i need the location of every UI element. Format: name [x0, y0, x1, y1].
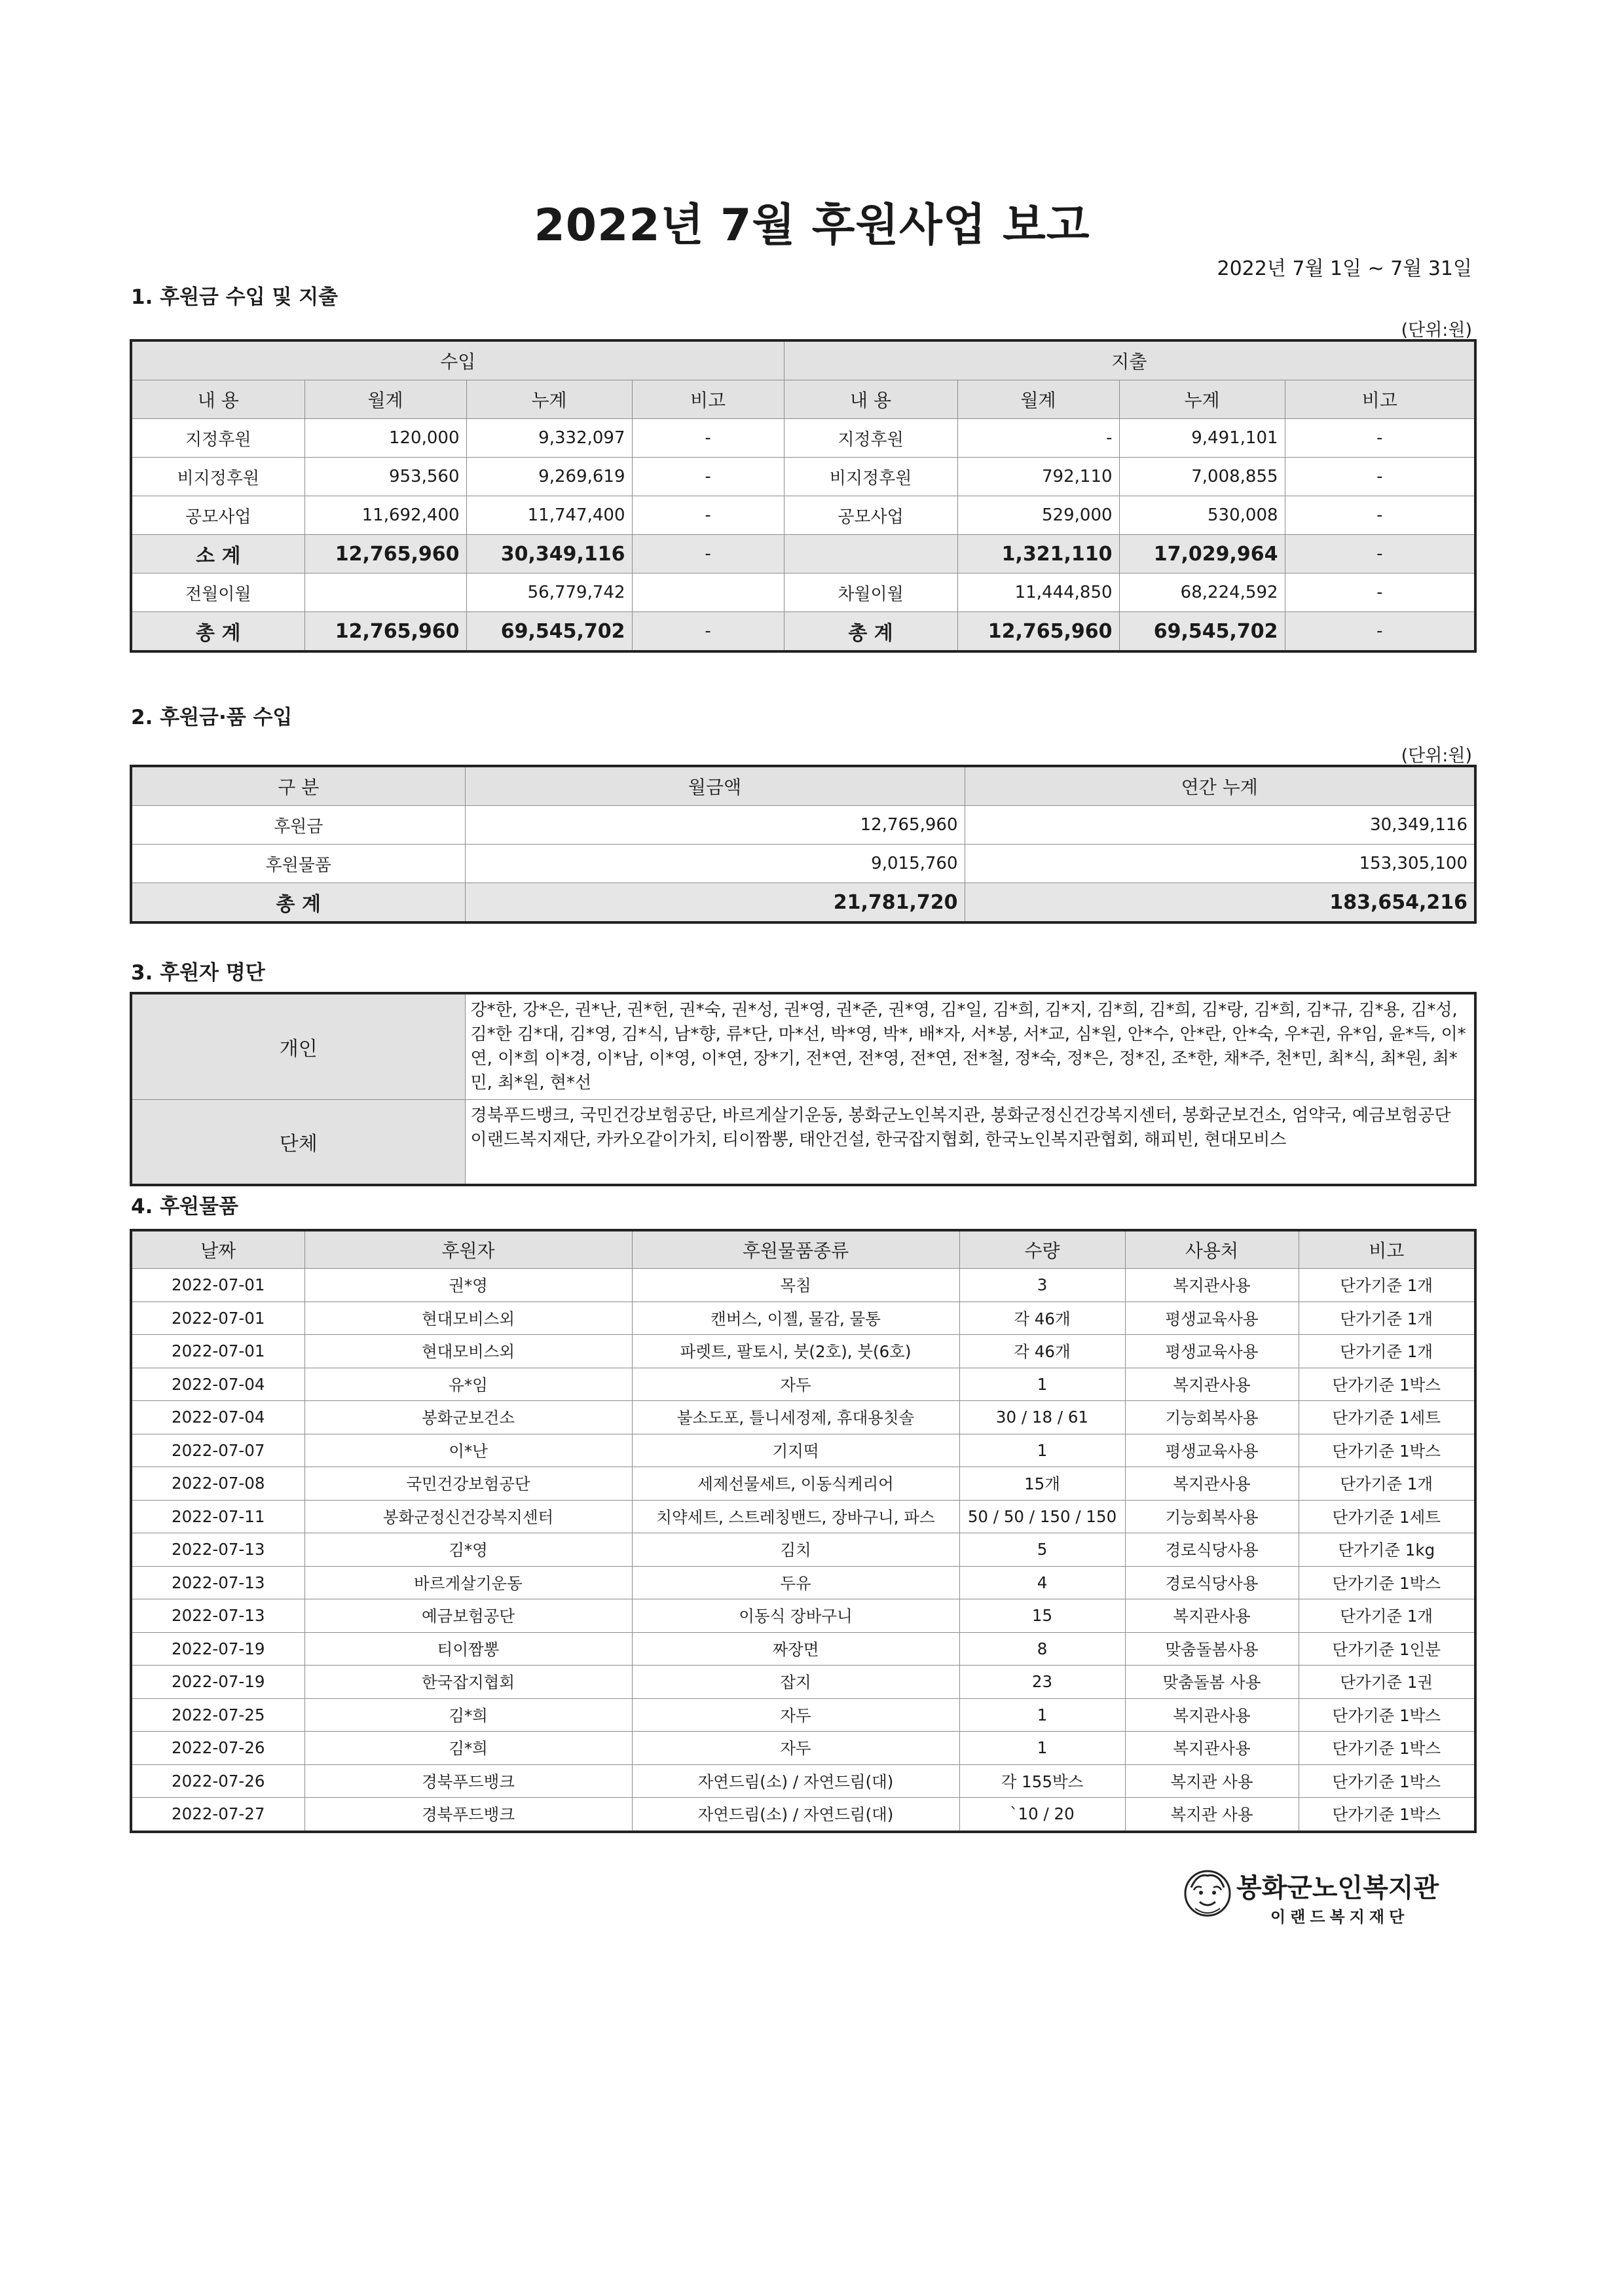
column-header: 구 분: [131, 766, 465, 806]
table-cell: 지정후원: [784, 419, 957, 458]
table-header-row: [131, 1230, 1475, 1269]
table-cell: 1: [959, 1434, 1125, 1467]
table-cell: 경로식당사용: [1125, 1533, 1299, 1567]
table-cell: 2022-07-26: [131, 1732, 304, 1765]
table-row: [131, 1732, 1475, 1765]
table-row: [131, 496, 1475, 535]
table-cell: 2022-07-19: [131, 1632, 304, 1666]
table-cell: 캔버스, 이젤, 물감, 물통: [632, 1302, 959, 1335]
column-header: 내 용: [131, 380, 304, 419]
table-cell: 1,321,110: [957, 535, 1119, 574]
table-cell: -: [632, 496, 784, 535]
table-cell: 9,491,101: [1119, 419, 1285, 458]
donated-goods-table: [130, 1229, 1477, 1833]
table-cell: [304, 574, 466, 612]
table-cell: 1: [959, 1698, 1125, 1732]
table-cell: 15: [959, 1599, 1125, 1633]
table-cell: 2022-07-19: [131, 1666, 304, 1699]
table-cell: 단가기준 1박스: [1299, 1732, 1475, 1765]
table-cell: 2022-07-25: [131, 1698, 304, 1732]
table-cell: 2022-07-01: [131, 1335, 304, 1368]
table-cell: 파렛트, 팔토시, 붓(2호), 붓(6호): [632, 1335, 959, 1368]
table-cell: 비지정후원: [131, 458, 304, 496]
table-cell: 단가기준 1개: [1299, 1269, 1475, 1302]
table-cell: 김*희: [304, 1698, 632, 1732]
column-header: 누계: [1119, 380, 1285, 419]
table-cell: 경로식당사용: [1125, 1566, 1299, 1599]
table-cell: 15개: [959, 1467, 1125, 1501]
table-cell: 2022-07-04: [131, 1368, 304, 1401]
table-cell: 단가기준 1kg: [1299, 1533, 1475, 1567]
table-cell: 후원물품: [131, 845, 465, 883]
table-cell: 각 155박스: [959, 1764, 1125, 1798]
page-title: 2022년 7월 후원사업 보고: [534, 200, 1090, 251]
table-cell: -: [1285, 574, 1475, 612]
table-cell: -: [632, 535, 784, 574]
column-header: 사용처: [1125, 1230, 1299, 1269]
table-cell: 김*희: [304, 1732, 632, 1765]
table-cell: 56,779,742: [466, 574, 632, 612]
table-header-row: [131, 380, 1475, 419]
table-cell: 1: [959, 1368, 1125, 1401]
income-expense-table: [130, 339, 1477, 653]
table-cell: 9,269,619: [466, 458, 632, 496]
table-cell: 2022-07-07: [131, 1434, 304, 1467]
table-header-row: [131, 766, 1475, 806]
table-cell: 953,560: [304, 458, 466, 496]
table-cell: 자두: [632, 1368, 959, 1401]
table-cell: 짜장면: [632, 1632, 959, 1666]
column-header: 월금액: [465, 766, 965, 806]
table-row: [131, 845, 1475, 883]
individual-label: 개인: [131, 993, 465, 1100]
table-cell: 김치: [632, 1533, 959, 1567]
elderly-face-emblem-icon: [1182, 1868, 1233, 1919]
table-cell: 50 / 50 / 150 / 150: [959, 1500, 1125, 1533]
table-cell: 공모사업: [784, 496, 957, 535]
table-cell: -: [1285, 458, 1475, 496]
table-cell: 복지관 사용: [1125, 1798, 1299, 1832]
table-cell: 복지관사용: [1125, 1732, 1299, 1765]
table-cell: 복지관 사용: [1125, 1764, 1299, 1798]
table-cell: 12,765,960: [957, 612, 1119, 652]
table-cell: 2022-07-13: [131, 1533, 304, 1567]
table-row: [131, 612, 1475, 652]
table-cell: 차월이월: [784, 574, 957, 612]
table-cell: 전월이월: [131, 574, 304, 612]
table-cell: 복지관사용: [1125, 1269, 1299, 1302]
column-header: 월계: [957, 380, 1119, 419]
donor-list-table: [130, 992, 1477, 1186]
table-cell: 치약세트, 스트레칭밴드, 장바구니, 파스: [632, 1500, 959, 1533]
table-cell: 경북푸드뱅크: [304, 1764, 632, 1798]
table-cell: 5: [959, 1533, 1125, 1567]
table-row: [131, 1269, 1475, 1302]
table-cell: 단가기준 1개: [1299, 1467, 1475, 1501]
table-row: [131, 883, 1475, 923]
table-cell: 69,545,702: [466, 612, 632, 652]
table-cell: 7,008,855: [1119, 458, 1285, 496]
table-cell: -: [632, 419, 784, 458]
table-cell: 4: [959, 1566, 1125, 1599]
table-cell: 2022-07-04: [131, 1401, 304, 1434]
table-cell: 2022-07-08: [131, 1467, 304, 1501]
table-cell: 21,781,720: [465, 883, 965, 923]
table-cell: 단가기준 1박스: [1299, 1764, 1475, 1798]
table-row: [131, 574, 1475, 612]
table-cell: 12,765,960: [465, 806, 965, 845]
section4-heading: 4. 후원물품: [131, 1195, 238, 1218]
table-cell: 단가기준 1박스: [1299, 1368, 1475, 1401]
table-cell: -: [632, 458, 784, 496]
table-cell: -: [1285, 612, 1475, 652]
column-header: 후원물품종류: [632, 1230, 959, 1269]
table-cell: 맞춤돌봄사용: [1125, 1632, 1299, 1666]
table-cell: 68,224,592: [1119, 574, 1285, 612]
table-cell: 11,692,400: [304, 496, 466, 535]
table-cell: 한국잡지협회: [304, 1666, 632, 1699]
column-header: 비고: [1299, 1230, 1475, 1269]
table-cell: 복지관사용: [1125, 1467, 1299, 1501]
table-row: [131, 1764, 1475, 1798]
table-row: [131, 1666, 1475, 1699]
table-row: [131, 1698, 1475, 1732]
table-cell: 바르게살기운동: [304, 1566, 632, 1599]
table-cell: 153,305,100: [965, 845, 1475, 883]
table-cell: 530,008: [1119, 496, 1285, 535]
table-cell: 공모사업: [131, 496, 304, 535]
group-donor-names: 경북푸드뱅크, 국민건강보험공단, 바르게살기운동, 봉화군노인복지관, 봉화군정신건강복지센터, 봉화군보건소, 엄약국, 예금보험공단 이랜드복지재단, 카카오같이가치, 티이짬뽕, 태안건설, 한국잡지협회, 한국노인복지관협회, 해피빈, 현대모비스: [465, 1100, 1475, 1185]
table-cell: 국민건강보험공단: [304, 1467, 632, 1501]
table-cell: 총 계: [131, 612, 304, 652]
table-row: [131, 1401, 1475, 1434]
table-row: [131, 1467, 1475, 1501]
column-header: 수량: [959, 1230, 1125, 1269]
table-cell: 총 계: [784, 612, 957, 652]
table-cell: 경북푸드뱅크: [304, 1798, 632, 1832]
table-cell: 30 / 18 / 61: [959, 1401, 1125, 1434]
section3-heading: 3. 후원자 명단: [131, 961, 265, 985]
table-cell: 30,349,116: [466, 535, 632, 574]
table-cell: 티이짬뽕: [304, 1632, 632, 1666]
income-header: 수입: [131, 340, 784, 380]
table-cell: 792,110: [957, 458, 1119, 496]
table-cell: 목침: [632, 1269, 959, 1302]
table-row: [131, 1368, 1475, 1401]
table-cell: 각 46개: [959, 1302, 1125, 1335]
table-cell: 봉화군보건소: [304, 1401, 632, 1434]
individual-donor-names: 강*한, 강*은, 권*난, 권*헌, 권*숙, 권*성, 권*영, 권*준, 권*영, 김*일, 김*희, 김*지, 김*희, 김*희, 김*랑, 김*희, 김*규, 김*용, 김*성, 김*한 김*대, 김*영, 김*식, 남*향, 류*단, 마*선, 박*영, 박*, 배*자, 서*봉, 서*교, 심*원, 안*수, 안*란, 안*숙, 우*권, 유*임, 윤*득, 이*연, 이*희 이*경, 이*남, 이*영, 이*연, 장*기, 전*연, 전*영, 전*연, 전*철, 정*숙, 정*은, 정*진, 조*한, 채*주, 천*민, 최*식, 최*원, 최*민, 최*원, 현*선: [465, 993, 1475, 1100]
column-header: 내 용: [784, 380, 957, 419]
table-cell: 자연드림(소) / 자연드림(대): [632, 1798, 959, 1832]
table-cell: 69,545,702: [1119, 612, 1285, 652]
column-header: 월계: [304, 380, 466, 419]
column-header: 비고: [632, 380, 784, 419]
table-cell: 단가기준 1세트: [1299, 1401, 1475, 1434]
table-cell: 이*난: [304, 1434, 632, 1467]
column-header: 후원자: [304, 1230, 632, 1269]
section2-heading: 2. 후원금·품 수입: [131, 706, 293, 729]
table-cell: 자연드림(소) / 자연드림(대): [632, 1764, 959, 1798]
table-cell: 예금보험공단: [304, 1599, 632, 1633]
report-period: 2022년 7월 1일 ~ 7월 31일: [1217, 257, 1472, 280]
table-cell: 이동식 장바구니: [632, 1599, 959, 1633]
table-cell: 1: [959, 1732, 1125, 1765]
table-cell: 봉화군정신건강복지센터: [304, 1500, 632, 1533]
org-name: 봉화군노인복지관: [1236, 1873, 1439, 1903]
table-cell: 단가기준 1개: [1299, 1335, 1475, 1368]
table-cell: 두유: [632, 1566, 959, 1599]
table-cell: 단가기준 1박스: [1299, 1566, 1475, 1599]
table-cell: 단가기준 1인분: [1299, 1632, 1475, 1666]
table-cell: 복지관사용: [1125, 1368, 1299, 1401]
table-cell: 자두: [632, 1698, 959, 1732]
table-cell: 8: [959, 1632, 1125, 1666]
table-cell: 각 46개: [959, 1335, 1125, 1368]
table-cell: 기지떡: [632, 1434, 959, 1467]
column-header: 누계: [466, 380, 632, 419]
table-cell: 복지관사용: [1125, 1599, 1299, 1633]
table-cell: 잡지: [632, 1666, 959, 1699]
table-row: [131, 1302, 1475, 1335]
table-cell: -: [1285, 496, 1475, 535]
table-row: [131, 458, 1475, 496]
table-cell: 17,029,964: [1119, 535, 1285, 574]
table-header-row: [131, 340, 1475, 380]
table-cell: 12,765,960: [304, 535, 466, 574]
column-header: 비고: [1285, 380, 1475, 419]
table-cell: 12,765,960: [304, 612, 466, 652]
table-row: [131, 1798, 1475, 1832]
table-cell: 2022-07-13: [131, 1566, 304, 1599]
table-cell: 복지관사용: [1125, 1698, 1299, 1732]
table-cell: -: [957, 419, 1119, 458]
table-cell: 비지정후원: [784, 458, 957, 496]
table-row: [131, 1335, 1475, 1368]
table-cell: -: [1285, 535, 1475, 574]
table-cell: 단가기준 1권: [1299, 1666, 1475, 1699]
table-cell: 단가기준 1개: [1299, 1302, 1475, 1335]
table-cell: -: [1285, 419, 1475, 458]
table-cell: 김*영: [304, 1533, 632, 1567]
table-cell: 단가기준 1박스: [1299, 1698, 1475, 1732]
table-cell: 평생교육사용: [1125, 1335, 1299, 1368]
table-cell: 30,349,116: [965, 806, 1475, 845]
table-cell: 23: [959, 1666, 1125, 1699]
table-cell: -: [632, 612, 784, 652]
section1-unit: (단위:원): [1401, 320, 1472, 340]
table-cell: 529,000: [957, 496, 1119, 535]
table-row: [131, 806, 1475, 845]
table-row: [131, 1632, 1475, 1666]
table-row: [131, 535, 1475, 574]
table-cell: [784, 535, 957, 574]
table-cell: 불소도포, 틀니세정제, 휴대용칫솔: [632, 1401, 959, 1434]
donation-income-table: [130, 765, 1477, 924]
table-row: [131, 1599, 1475, 1633]
table-cell: 3: [959, 1269, 1125, 1302]
table-cell: 9,332,097: [466, 419, 632, 458]
table-cell: 후원금: [131, 806, 465, 845]
table-cell: 지정후원: [131, 419, 304, 458]
table-cell: 2022-07-11: [131, 1500, 304, 1533]
table-cell: 기능회복사용: [1125, 1500, 1299, 1533]
table-cell: `10 / 20: [959, 1798, 1125, 1832]
table-cell: 단가기준 1세트: [1299, 1500, 1475, 1533]
table-cell: 9,015,760: [465, 845, 965, 883]
org-sub-name: 이랜드복지재단: [1270, 1908, 1409, 1926]
table-cell: 맞춤돌봄 사용: [1125, 1666, 1299, 1699]
table-cell: 총 계: [131, 883, 465, 923]
table-cell: 자두: [632, 1732, 959, 1765]
table-cell: 2022-07-13: [131, 1599, 304, 1633]
table-cell: 11,747,400: [466, 496, 632, 535]
table-cell: 현대모비스외: [304, 1335, 632, 1368]
table-row: [131, 1533, 1475, 1567]
table-cell: 2022-07-01: [131, 1302, 304, 1335]
table-cell: 단가기준 1박스: [1299, 1798, 1475, 1832]
table-cell: 120,000: [304, 419, 466, 458]
table-cell: 11,444,850: [957, 574, 1119, 612]
section1-heading: 1. 후원금 수입 및 지출: [131, 285, 339, 309]
table-cell: 권*영: [304, 1269, 632, 1302]
column-header: 날짜: [131, 1230, 304, 1269]
table-cell: 단가기준 1박스: [1299, 1434, 1475, 1467]
table-cell: 2022-07-01: [131, 1269, 304, 1302]
table-cell: 183,654,216: [965, 883, 1475, 923]
table-row: [131, 1500, 1475, 1533]
table-row: [131, 1434, 1475, 1467]
table-cell: 현대모비스외: [304, 1302, 632, 1335]
table-cell: [632, 574, 784, 612]
table-cell: 기능회복사용: [1125, 1401, 1299, 1434]
group-label: 단체: [131, 1100, 465, 1185]
table-cell: 2022-07-27: [131, 1798, 304, 1832]
table-cell: 유*임: [304, 1368, 632, 1401]
table-cell: 평생교육사용: [1125, 1434, 1299, 1467]
table-cell: 2022-07-26: [131, 1764, 304, 1798]
expense-header: 지출: [784, 340, 1475, 380]
table-cell: 평생교육사용: [1125, 1302, 1299, 1335]
column-header: 연간 누계: [965, 766, 1475, 806]
table-cell: 세제선물세트, 이동식케리어: [632, 1467, 959, 1501]
table-row: [131, 1566, 1475, 1599]
table-row: [131, 419, 1475, 458]
section2-unit: (단위:원): [1401, 746, 1472, 766]
table-cell: 단가기준 1개: [1299, 1599, 1475, 1633]
table-cell: 소 계: [131, 535, 304, 574]
